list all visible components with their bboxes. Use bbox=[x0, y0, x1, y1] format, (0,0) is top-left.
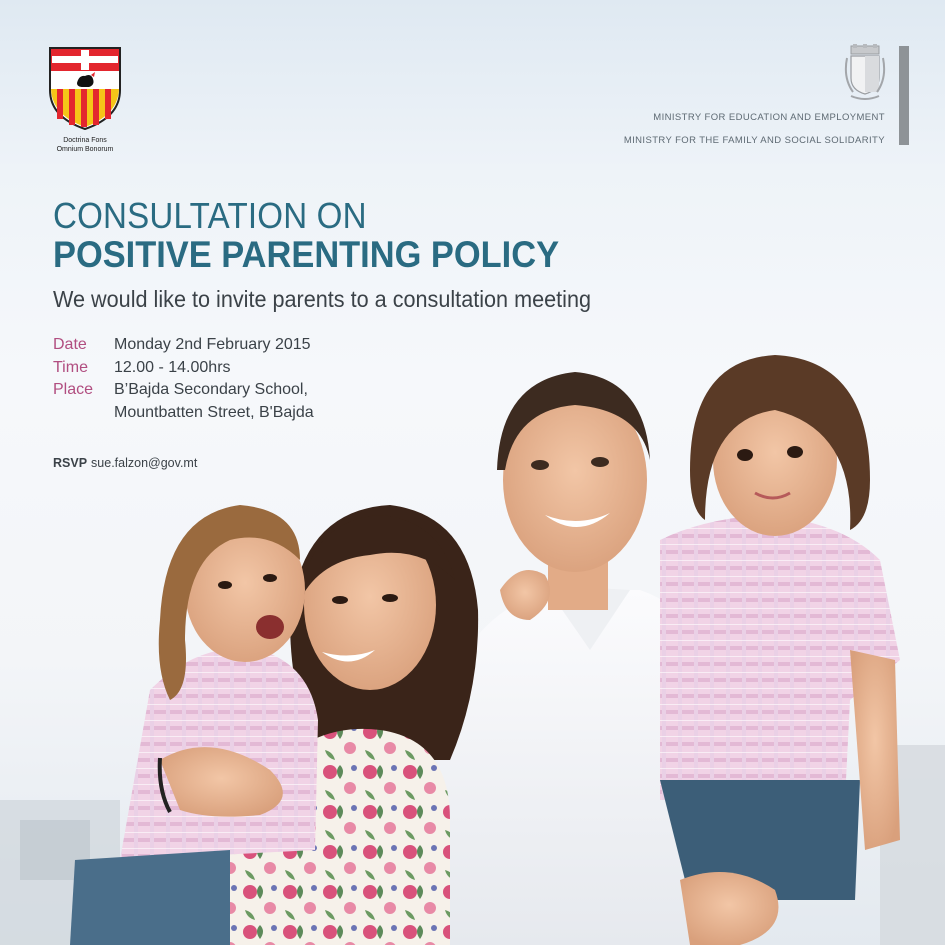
time-label: Time bbox=[53, 358, 88, 376]
school-motto bbox=[36, 136, 134, 154]
family-photo bbox=[0, 340, 945, 945]
malta-emblem-icon bbox=[843, 44, 887, 100]
headline bbox=[53, 196, 597, 274]
grey-divider-bar bbox=[899, 46, 909, 145]
motto-line-2: Omnium Bonorum bbox=[56, 146, 114, 153]
ministry-education: MINISTRY FOR EDUCATION AND EMPLOYMENT bbox=[653, 112, 885, 123]
invite-text: We would like to invite parents to a consultation meeting bbox=[53, 286, 592, 312]
headline-line-1: CONSULTATION ON bbox=[53, 195, 367, 236]
rsvp-label: RSVP bbox=[53, 456, 88, 470]
motto-line-1: Doctrina Fons bbox=[63, 137, 107, 144]
place-line-1: B’Bajda Secondary School, bbox=[114, 381, 308, 398]
place-label: Place bbox=[53, 381, 94, 398]
rsvp-email[interactable]: sue.falzon@gov.mt bbox=[91, 456, 198, 470]
ministries-block bbox=[624, 111, 885, 157]
date-label: Date bbox=[53, 336, 87, 353]
time-value: 12.00 - 14.00hrs bbox=[114, 358, 231, 376]
place-line-2: Mountbatten Street, B'Bajda bbox=[114, 403, 314, 421]
headline-line-2: POSITIVE PARENTING POLICY bbox=[53, 234, 560, 275]
ministry-family: MINISTRY FOR THE FAMILY AND SOCIAL SOLIDARITY bbox=[623, 135, 885, 146]
rsvp-line bbox=[53, 456, 197, 470]
school-crest-icon bbox=[47, 45, 123, 131]
date-value: Monday 2nd February 2015 bbox=[114, 336, 311, 353]
